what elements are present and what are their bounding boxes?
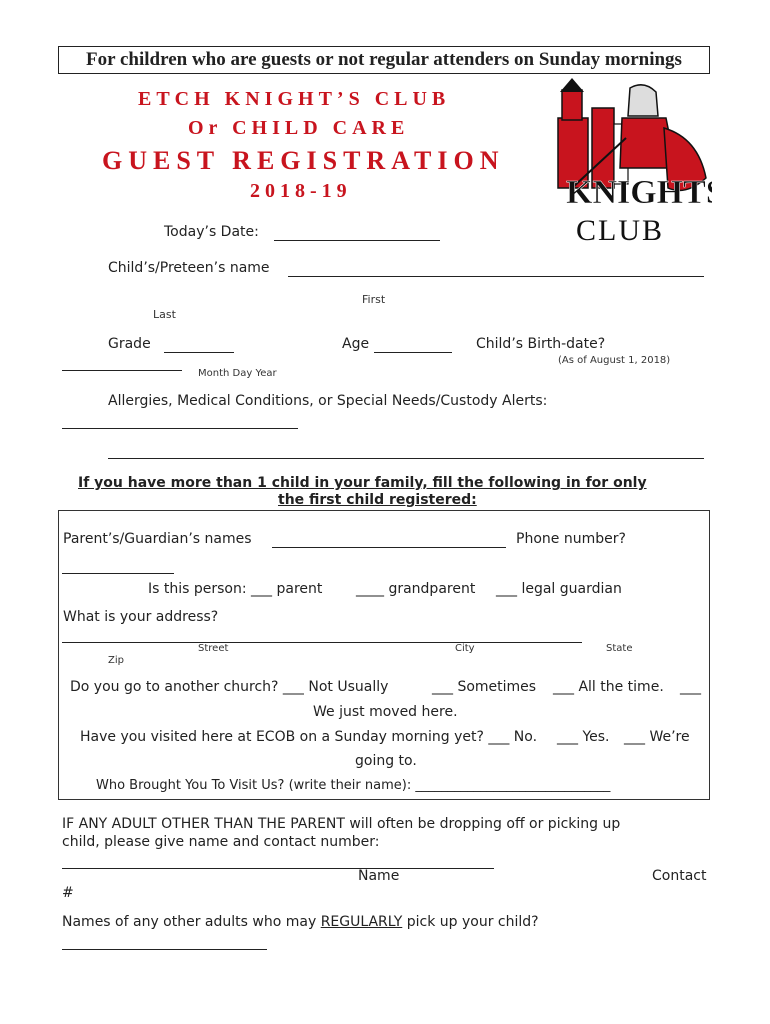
allergies-field-2[interactable] <box>108 442 704 459</box>
instructions-line2: the first child registered: <box>278 492 477 508</box>
going-to-text: going to. <box>355 753 417 769</box>
title-line4: 2018-19 <box>250 180 352 202</box>
address-field[interactable] <box>62 626 582 643</box>
todays-date-field[interactable] <box>274 224 440 241</box>
visited-going-to[interactable]: ___ We’re <box>624 729 690 745</box>
parent-names-label: Parent’s/Guardian’s names <box>63 531 252 547</box>
other-adults-suffix: pick up your child? <box>402 914 539 930</box>
banner: For children who are guests or not regular attenders on Sunday mornings <box>58 46 710 74</box>
todays-date-label: Today’s Date: <box>164 224 259 240</box>
church-moved: We just moved here. <box>313 704 458 720</box>
relation-grandparent[interactable]: ____ grandparent <box>356 581 476 597</box>
title-line2: Or CHILD CARE <box>188 117 410 139</box>
svg-text:CLUB: CLUB <box>576 214 665 243</box>
adult-name-field[interactable] <box>62 852 494 869</box>
relation-legal-guardian[interactable]: ___ legal guardian <box>496 581 622 597</box>
first-name-caption: First <box>362 293 386 306</box>
church-question[interactable]: Do you go to another church? ___ Not Usually <box>70 679 389 695</box>
title-line1: ETCH KNIGHT’S CLUB <box>138 88 451 110</box>
address-label: What is your address? <box>63 609 219 625</box>
title-line3: GUEST REGISTRATION <box>102 146 505 175</box>
adult-line2: child, please give name and contact number: <box>62 834 380 850</box>
phone-label: Phone number? <box>516 531 626 547</box>
phone-field[interactable] <box>62 557 174 574</box>
child-name-field[interactable] <box>288 260 704 277</box>
adult-line1: IF ANY ADULT OTHER THAN THE PARENT will often be dropping off or picking up <box>62 816 621 832</box>
grade-field[interactable] <box>164 336 234 353</box>
contact-caption: Contact <box>652 868 707 884</box>
city-caption: City <box>455 643 475 654</box>
name-caption: Name <box>358 868 400 884</box>
other-adults-label <box>62 914 539 930</box>
relation-parent[interactable]: Is this person: ___ parent <box>148 581 323 597</box>
church-moved-blank[interactable]: ___ <box>680 679 701 695</box>
street-caption: Street <box>198 643 229 654</box>
who-brought[interactable]: Who Brought You To Visit Us? (write their name): ______________________________ <box>96 778 611 793</box>
allergies-label: Allergies, Medical Conditions, or Special Needs/Custody Alerts: <box>108 393 548 409</box>
instructions-line1: If you have more than 1 child in your family, fill the following in for only <box>78 475 647 491</box>
other-adults-field[interactable] <box>62 933 267 950</box>
last-name-caption: Last <box>153 308 176 321</box>
birthdate-label: Child’s Birth-date? <box>476 336 606 352</box>
birthdate-field[interactable] <box>62 354 182 371</box>
age-field[interactable] <box>374 336 452 353</box>
visited-question[interactable]: Have you visited here at ECOB on a Sunday morning yet? ___ No. <box>80 729 538 745</box>
svg-text:KNIGHTS: KNIGHTS <box>566 174 712 211</box>
church-all-the-time[interactable]: ___ All the time. <box>553 679 664 695</box>
allergies-field-1[interactable] <box>62 412 298 429</box>
other-adults-emph: REGULARLY <box>320 914 403 930</box>
parent-names-field[interactable] <box>272 531 506 548</box>
church-sometimes[interactable]: ___ Sometimes <box>432 679 537 695</box>
month-day-year-caption: Month Day Year <box>198 368 277 379</box>
grade-label: Grade <box>108 336 151 352</box>
hash-caption: # <box>62 885 74 901</box>
age-label: Age <box>342 336 370 352</box>
zip-caption: Zip <box>108 655 124 666</box>
as-of-caption: (As of August 1, 2018) <box>558 355 671 366</box>
visited-yes[interactable]: ___ Yes. <box>557 729 610 745</box>
state-caption: State <box>606 643 633 654</box>
other-adults-prefix: Names of any other adults who may <box>62 914 321 930</box>
child-name-label: Child’s/Preteen’s name <box>108 260 270 276</box>
knights-club-logo <box>552 78 712 243</box>
